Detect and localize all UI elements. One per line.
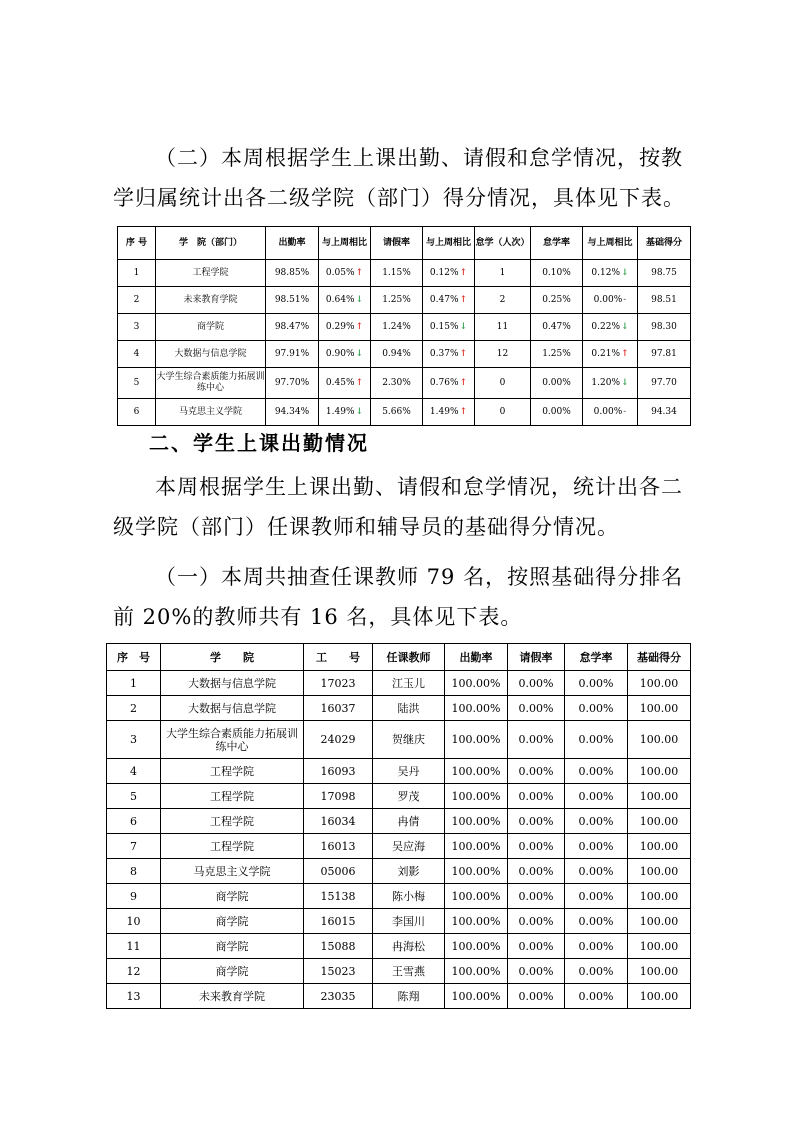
attendance-rate: 100.00% bbox=[445, 834, 508, 859]
leave-rate: 1.15% bbox=[371, 260, 423, 287]
teacher-name: 陈小梅 bbox=[373, 884, 445, 909]
change-value: 0.64% bbox=[325, 294, 355, 305]
trend-down-icon: ↓ bbox=[621, 321, 629, 332]
table-row bbox=[118, 399, 691, 426]
base-score: 100.00 bbox=[628, 984, 691, 1009]
table-row bbox=[107, 984, 691, 1009]
truancy-rate: 0.00% bbox=[565, 934, 628, 959]
header-cell: 怠学率 bbox=[531, 227, 583, 260]
employee-id: 15023 bbox=[304, 959, 373, 984]
header-cell: 怠学（人次） bbox=[475, 227, 531, 260]
truancy-rate: 0.25% bbox=[531, 287, 583, 314]
table-row bbox=[107, 696, 691, 721]
teacher-name: 吴应海 bbox=[373, 834, 445, 859]
teacher-score-table bbox=[106, 643, 691, 1009]
attendance-rate: 100.00% bbox=[445, 959, 508, 984]
leave-rate: 0.00% bbox=[508, 884, 565, 909]
truancy-rate: 0.00% bbox=[565, 696, 628, 721]
row-number: 10 bbox=[107, 909, 161, 934]
college-name: 工程学院 bbox=[161, 809, 304, 834]
row-number: 3 bbox=[107, 721, 161, 759]
truancy-count: 11 bbox=[475, 314, 531, 341]
table-row bbox=[107, 909, 691, 934]
header-cell: 任课教师 bbox=[373, 644, 445, 671]
leave-rate: 0.00% bbox=[508, 784, 565, 809]
college-name: 大数据与信息学院 bbox=[161, 696, 304, 721]
trend-down-icon: ↓ bbox=[355, 294, 364, 305]
leave-rate: 1.25% bbox=[371, 287, 423, 314]
leave-change bbox=[423, 260, 475, 287]
row-number: 12 bbox=[107, 959, 161, 984]
college-name: 大学生综合素质能力拓展训练中心 bbox=[156, 368, 266, 399]
teacher-name: 贺继庆 bbox=[373, 721, 445, 759]
leave-rate: 0.00% bbox=[508, 834, 565, 859]
truancy-count: 0 bbox=[475, 368, 531, 399]
truancy-rate: 0.00% bbox=[565, 759, 628, 784]
truancy-rate: 0.00% bbox=[565, 784, 628, 809]
header-cell: 与上周相比 bbox=[423, 227, 475, 260]
row-number: 7 bbox=[107, 834, 161, 859]
base-score: 100.00 bbox=[628, 859, 691, 884]
leave-rate: 0.94% bbox=[371, 341, 423, 368]
attendance-rate: 97.70% bbox=[266, 368, 319, 399]
base-score: 100.00 bbox=[628, 834, 691, 859]
employee-id: 16013 bbox=[304, 834, 373, 859]
truancy-rate: 0.00% bbox=[531, 399, 583, 426]
change-value: 0.15% bbox=[429, 321, 459, 332]
leave-change bbox=[423, 314, 475, 341]
header-cell: 出勤率 bbox=[266, 227, 319, 260]
truancy-change bbox=[583, 341, 638, 368]
base-score: 94.34 bbox=[638, 399, 691, 426]
attendance-rate: 100.00% bbox=[445, 759, 508, 784]
change-value: 0.45% bbox=[325, 377, 355, 388]
truancy-change bbox=[583, 368, 638, 399]
trend-up-icon: ↑ bbox=[621, 348, 629, 359]
leave-rate: 0.00% bbox=[508, 721, 565, 759]
change-value: 0.00% bbox=[593, 406, 623, 417]
base-score: 97.70 bbox=[638, 368, 691, 399]
college-score-table bbox=[117, 226, 691, 426]
base-score: 98.75 bbox=[638, 260, 691, 287]
trend-up-icon: ↑ bbox=[355, 377, 364, 388]
header-cell: 工 号 bbox=[304, 644, 373, 671]
row-number: 5 bbox=[107, 784, 161, 809]
college-name: 工程学院 bbox=[161, 759, 304, 784]
teacher-name: 吴丹 bbox=[373, 759, 445, 784]
header-cell: 请假率 bbox=[371, 227, 423, 260]
college-name: 商学院 bbox=[161, 934, 304, 959]
row-number: 3 bbox=[118, 314, 156, 341]
truancy-rate: 0.10% bbox=[531, 260, 583, 287]
trend-up-icon: ↑ bbox=[459, 348, 468, 359]
table-row bbox=[118, 314, 691, 341]
teacher-name: 陈翔 bbox=[373, 984, 445, 1009]
attendance-rate: 97.91% bbox=[266, 341, 319, 368]
truancy-rate: 0.00% bbox=[565, 909, 628, 934]
table-row bbox=[118, 368, 691, 399]
table-header-row bbox=[107, 644, 691, 671]
table-row bbox=[107, 784, 691, 809]
change-value: 0.90% bbox=[325, 348, 355, 359]
attendance-rate: 100.00% bbox=[445, 884, 508, 909]
truancy-count: 2 bbox=[475, 287, 531, 314]
college-name: 马克思主义学院 bbox=[161, 859, 304, 884]
leave-change bbox=[423, 368, 475, 399]
base-score: 98.51 bbox=[638, 287, 691, 314]
employee-id: 17023 bbox=[304, 671, 373, 696]
attendance-rate: 94.34% bbox=[266, 399, 319, 426]
header-cell: 出勤率 bbox=[445, 644, 508, 671]
header-cell: 学 院（部门） bbox=[156, 227, 266, 260]
teacher-name: 陆洪 bbox=[373, 696, 445, 721]
teacher-name: 王雪燕 bbox=[373, 959, 445, 984]
attendance-rate: 100.00% bbox=[445, 809, 508, 834]
attendance-rate: 98.51% bbox=[266, 287, 319, 314]
row-number: 2 bbox=[118, 287, 156, 314]
table-row bbox=[107, 721, 691, 759]
change-value: 0.12% bbox=[429, 267, 459, 278]
attendance-rate: 100.00% bbox=[445, 671, 508, 696]
row-number: 9 bbox=[107, 884, 161, 909]
table-row bbox=[107, 671, 691, 696]
trend-up-icon: ↑ bbox=[459, 377, 468, 388]
base-score: 100.00 bbox=[628, 909, 691, 934]
employee-id: 17098 bbox=[304, 784, 373, 809]
attendance-rate: 100.00% bbox=[445, 934, 508, 959]
base-score: 97.81 bbox=[638, 341, 691, 368]
row-number: 4 bbox=[107, 759, 161, 784]
truancy-count: 12 bbox=[475, 341, 531, 368]
leave-rate: 0.00% bbox=[508, 671, 565, 696]
leave-rate: 1.24% bbox=[371, 314, 423, 341]
section-heading: 二、学生上课出勤情况 bbox=[149, 431, 369, 455]
leave-change bbox=[423, 287, 475, 314]
row-number: 11 bbox=[107, 934, 161, 959]
change-value: 0.12% bbox=[591, 267, 621, 278]
attendance-change bbox=[319, 399, 371, 426]
truancy-change bbox=[583, 399, 638, 426]
change-value: 0.05% bbox=[325, 267, 355, 278]
row-number: 5 bbox=[118, 368, 156, 399]
header-cell: 与上周相比 bbox=[319, 227, 371, 260]
trend-down-icon: ↓ bbox=[459, 321, 468, 332]
change-value: 0.21% bbox=[591, 348, 621, 359]
table-row bbox=[107, 834, 691, 859]
leave-rate: 2.30% bbox=[371, 368, 423, 399]
table-row bbox=[107, 859, 691, 884]
employee-id: 15088 bbox=[304, 934, 373, 959]
table-row bbox=[107, 759, 691, 784]
college-name: 工程学院 bbox=[161, 834, 304, 859]
college-name: 商学院 bbox=[161, 909, 304, 934]
leave-rate: 0.00% bbox=[508, 909, 565, 934]
base-score: 100.00 bbox=[628, 696, 691, 721]
table-row bbox=[107, 959, 691, 984]
college-name: 大数据与信息学院 bbox=[161, 671, 304, 696]
change-value: 0.00% bbox=[593, 294, 623, 305]
leave-rate: 0.00% bbox=[508, 959, 565, 984]
attendance-rate: 98.47% bbox=[266, 314, 319, 341]
truancy-rate: 0.47% bbox=[531, 314, 583, 341]
truancy-rate: 1.25% bbox=[531, 341, 583, 368]
college-name: 商学院 bbox=[161, 884, 304, 909]
header-cell: 序 号 bbox=[118, 227, 156, 260]
row-number: 8 bbox=[107, 859, 161, 884]
change-value: 0.37% bbox=[429, 348, 459, 359]
college-name: 商学院 bbox=[161, 959, 304, 984]
row-number: 6 bbox=[118, 399, 156, 426]
attendance-rate: 100.00% bbox=[445, 784, 508, 809]
trend-down-icon: ↓ bbox=[621, 377, 629, 388]
truancy-rate: 0.00% bbox=[531, 368, 583, 399]
trend-down-icon: ↓ bbox=[621, 267, 629, 278]
trend-up-icon: ↑ bbox=[355, 267, 364, 278]
attendance-rate: 100.00% bbox=[445, 909, 508, 934]
teacher-name: 江玉儿 bbox=[373, 671, 445, 696]
base-score: 100.00 bbox=[628, 809, 691, 834]
row-number: 1 bbox=[107, 671, 161, 696]
leave-change bbox=[423, 399, 475, 426]
employee-id: 16015 bbox=[304, 909, 373, 934]
employee-id: 23035 bbox=[304, 984, 373, 1009]
change-value: 0.76% bbox=[429, 377, 459, 388]
trend-down-icon: ↓ bbox=[355, 348, 364, 359]
base-score: 100.00 bbox=[628, 884, 691, 909]
leave-rate: 0.00% bbox=[508, 696, 565, 721]
attendance-change bbox=[319, 341, 371, 368]
table-header-row bbox=[118, 227, 691, 260]
trend-down-icon: ↓ bbox=[355, 406, 364, 417]
attendance-rate: 100.00% bbox=[445, 721, 508, 759]
trend-up-icon: ↑ bbox=[355, 321, 364, 332]
row-number: 4 bbox=[118, 341, 156, 368]
teacher-name: 李国川 bbox=[373, 909, 445, 934]
leave-rate: 5.66% bbox=[371, 399, 423, 426]
change-value: 1.49% bbox=[325, 406, 355, 417]
truancy-rate: 0.00% bbox=[565, 884, 628, 909]
base-score: 100.00 bbox=[628, 759, 691, 784]
header-cell: 基础得分 bbox=[638, 227, 691, 260]
row-number: 2 bbox=[107, 696, 161, 721]
trend-up-icon: ↑ bbox=[459, 294, 468, 305]
teacher-name: 冉倩 bbox=[373, 809, 445, 834]
college-name: 工程学院 bbox=[156, 260, 266, 287]
paragraph-teacher-scores-intro: 本周根据学生上课出勤、请假和怠学情况，统计出各二级学院（部门）任课教师和辅导员的基础得分情况。 bbox=[113, 475, 683, 539]
paragraph-college-scores-intro: （二）本周根据学生上课出勤、请假和怠学情况，按教学归属统计出各二级学院（部门）得分情况，具体见下表。 bbox=[113, 146, 685, 210]
college-name: 商学院 bbox=[156, 314, 266, 341]
college-name: 大学生综合素质能力拓展训练中心 bbox=[161, 721, 304, 759]
employee-id: 16034 bbox=[304, 809, 373, 834]
employee-id: 16093 bbox=[304, 759, 373, 784]
college-name: 工程学院 bbox=[161, 784, 304, 809]
college-name: 未来教育学院 bbox=[161, 984, 304, 1009]
table-row bbox=[118, 287, 691, 314]
attendance-change bbox=[319, 368, 371, 399]
truancy-rate: 0.00% bbox=[565, 834, 628, 859]
leave-rate: 0.00% bbox=[508, 934, 565, 959]
truancy-count: 0 bbox=[475, 399, 531, 426]
row-number: 13 bbox=[107, 984, 161, 1009]
truancy-change bbox=[583, 260, 638, 287]
truancy-rate: 0.00% bbox=[565, 859, 628, 884]
change-value: 0.47% bbox=[429, 294, 459, 305]
leave-rate: 0.00% bbox=[508, 859, 565, 884]
base-score: 100.00 bbox=[628, 959, 691, 984]
change-value: 1.20% bbox=[591, 377, 621, 388]
header-cell: 学 院 bbox=[161, 644, 304, 671]
teacher-name: 冉海松 bbox=[373, 934, 445, 959]
header-cell: 基础得分 bbox=[628, 644, 691, 671]
truancy-change bbox=[583, 287, 638, 314]
table-row bbox=[118, 260, 691, 287]
employee-id: 24029 bbox=[304, 721, 373, 759]
table-row bbox=[118, 341, 691, 368]
trend-flat-icon: - bbox=[623, 406, 627, 417]
base-score: 100.00 bbox=[628, 784, 691, 809]
leave-rate: 0.00% bbox=[508, 809, 565, 834]
base-score: 100.00 bbox=[628, 671, 691, 696]
paragraph-teacher-sample: （一）本周共抽查任课教师 79 名，按照基础得分排名前 20%的教师共有 16 名，具体见下表。 bbox=[113, 565, 684, 629]
trend-up-icon: ↑ bbox=[459, 267, 468, 278]
base-score: 98.30 bbox=[638, 314, 691, 341]
header-cell: 请假率 bbox=[508, 644, 565, 671]
leave-rate: 0.00% bbox=[508, 759, 565, 784]
truancy-rate: 0.00% bbox=[565, 984, 628, 1009]
header-cell: 与上周相比 bbox=[583, 227, 638, 260]
base-score: 100.00 bbox=[628, 934, 691, 959]
table-row bbox=[107, 884, 691, 909]
employee-id: 05006 bbox=[304, 859, 373, 884]
row-number: 1 bbox=[118, 260, 156, 287]
teacher-name: 刘影 bbox=[373, 859, 445, 884]
leave-rate: 0.00% bbox=[508, 984, 565, 1009]
trend-flat-icon: - bbox=[623, 294, 627, 305]
change-value: 1.49% bbox=[429, 406, 459, 417]
truancy-rate: 0.00% bbox=[565, 721, 628, 759]
college-name: 大数据与信息学院 bbox=[156, 341, 266, 368]
table-row bbox=[107, 809, 691, 834]
attendance-change bbox=[319, 260, 371, 287]
attendance-rate: 100.00% bbox=[445, 859, 508, 884]
employee-id: 15138 bbox=[304, 884, 373, 909]
truancy-count: 1 bbox=[475, 260, 531, 287]
attendance-rate: 100.00% bbox=[445, 696, 508, 721]
attendance-rate: 100.00% bbox=[445, 984, 508, 1009]
truancy-rate: 0.00% bbox=[565, 671, 628, 696]
table-row bbox=[107, 934, 691, 959]
change-value: 0.22% bbox=[591, 321, 621, 332]
college-name: 马克思主义学院 bbox=[156, 399, 266, 426]
header-cell: 序 号 bbox=[107, 644, 161, 671]
attendance-change bbox=[319, 314, 371, 341]
change-value: 0.29% bbox=[325, 321, 355, 332]
row-number: 6 bbox=[107, 809, 161, 834]
employee-id: 16037 bbox=[304, 696, 373, 721]
base-score: 100.00 bbox=[628, 721, 691, 759]
college-name: 未来教育学院 bbox=[156, 287, 266, 314]
truancy-rate: 0.00% bbox=[565, 809, 628, 834]
attendance-rate: 98.85% bbox=[266, 260, 319, 287]
header-cell: 怠学率 bbox=[565, 644, 628, 671]
truancy-rate: 0.00% bbox=[565, 959, 628, 984]
teacher-name: 罗茂 bbox=[373, 784, 445, 809]
attendance-change bbox=[319, 287, 371, 314]
leave-change bbox=[423, 341, 475, 368]
truancy-change bbox=[583, 314, 638, 341]
trend-up-icon: ↑ bbox=[459, 406, 468, 417]
